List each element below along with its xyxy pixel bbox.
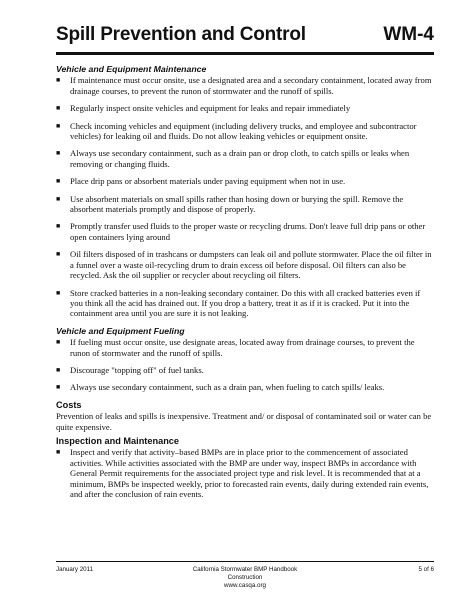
list-item — [56, 121, 434, 142]
bullet-icon: ■ — [56, 121, 61, 130]
maintenance-list — [56, 75, 434, 318]
page-header — [56, 24, 434, 50]
section-heading-costs: Costs — [56, 399, 82, 410]
list-item — [56, 103, 434, 113]
bullet-icon: ■ — [56, 365, 61, 374]
list-item — [56, 194, 434, 215]
footer-publication — [56, 566, 434, 590]
page-title: Spill Prevention and Control — [56, 24, 306, 45]
bullet-icon: ■ — [56, 250, 61, 259]
footer-website: www.casqa.org — [224, 582, 266, 589]
list-item — [56, 148, 434, 169]
footer-rule — [56, 561, 434, 562]
list-item-text: If fueling must occur onsite, use designate areas, located away from drainage courses, to prevent the runon of stormwater and the runoff of spills. — [70, 337, 415, 358]
bmp-code: WM-4 — [383, 24, 434, 45]
bullet-icon: ■ — [56, 338, 61, 347]
section-heading-maintenance: Vehicle and Equipment Maintenance — [56, 64, 207, 74]
list-item — [56, 382, 434, 392]
bullet-icon: ■ — [56, 383, 61, 392]
list-item-text: If maintenance must occur onsite, use a designated area and a secondary containment, located away from drainage courses, to prevent the runon of stormwater and the runoff of spills. — [70, 75, 432, 96]
list-item — [56, 288, 434, 319]
list-item-text: Always use secondary containment, such as a drain pan or drop cloth, to catch spills or leaks when removing or changing fluids. — [70, 148, 410, 169]
list-item — [56, 447, 434, 499]
footer-handbook-subtitle: Construction — [227, 574, 263, 581]
bullet-icon: ■ — [56, 177, 61, 186]
bullet-icon: ■ — [56, 104, 61, 113]
list-item-text: Check incoming vehicles and equipment (including delivery trucks, and employee and subcontractor vehicles) for leaking oil and fluids. Do not allow leaking vehicles or equipment onsite. — [70, 120, 417, 142]
footer-date: January 2011 — [56, 566, 94, 573]
list-item-text: Inspect and verify that activity–based BMPs are in place prior to the commencement of associated activities. While activities associated with the BMP are under way, inspect BMPs in accordance with General Permit requirements for the associated project type and risk level. It is recommended that at a minimum, BMPs be inspected weekly, prior to forecasted rain events, daily during extended rain events, and after the conclusion of rain events. — [70, 447, 429, 499]
footer-handbook-title: California Stormwater BMP Handbook — [192, 566, 298, 573]
header-rule — [56, 52, 434, 55]
list-item-text: Promptly transfer used fluids to the proper waste or recycling drums. Don't leave full drip pans or other open containers lying around — [70, 221, 426, 242]
footer-page-number: 5 of 6 — [418, 566, 434, 573]
list-item — [56, 176, 434, 186]
section-heading-inspection: Inspection and Maintenance — [56, 435, 180, 446]
bullet-icon: ■ — [56, 448, 61, 457]
list-item-text: Store cracked batteries in a non-leaking secondary container. Do this with all cracked batteries even if you think all the acid has drained out. If you drop a battery, treat it as if it is cracked. Put it into the containment area until you are sure it is not leaking. — [70, 287, 421, 319]
list-item-text: Discourage "topping off" of fuel tanks. — [70, 364, 204, 375]
bullet-icon: ■ — [56, 76, 61, 85]
list-item-text: Place drip pans or absorbent materials under paving equipment when not in use. — [70, 176, 346, 187]
list-item — [56, 221, 434, 242]
list-item — [56, 249, 434, 280]
list-item — [56, 75, 434, 96]
bullet-icon: ■ — [56, 149, 61, 158]
inspection-list — [56, 447, 434, 499]
fueling-list — [56, 337, 434, 393]
bullet-icon: ■ — [56, 288, 61, 297]
bullet-icon: ■ — [56, 222, 61, 231]
costs-paragraph: Prevention of leaks and spills is inexpensive. Treatment and/ or disposal of contaminated soil or water can be quite expensive. — [56, 411, 432, 432]
list-item-text: Always use secondary containment, such as a drain pan, when fueling to catch spills/ leaks. — [70, 382, 385, 393]
list-item-text: Regularly inspect onsite vehicles and equipment for leaks and repair immediately — [70, 103, 351, 114]
list-item — [56, 337, 434, 358]
list-item — [56, 365, 434, 375]
bullet-icon: ■ — [56, 194, 61, 203]
section-heading-fueling: Vehicle and Equipment Fueling — [56, 325, 185, 336]
list-item-text: Oil filters disposed of in trashcans or dumpsters can leak oil and pollute stormwater. Place the oil filter in a funnel over a waste oil-recycling drum to drain excess oil before disposal. Oil filters can also be recycled. Ask the oil supplier or recycler about recycling oil filters. — [70, 249, 432, 281]
document-body — [56, 64, 434, 506]
list-item-text: Use absorbent materials on small spills rather than hosing down or burying the spill. Remove the absorbent materials promptly and dispose of properly. — [70, 193, 404, 215]
